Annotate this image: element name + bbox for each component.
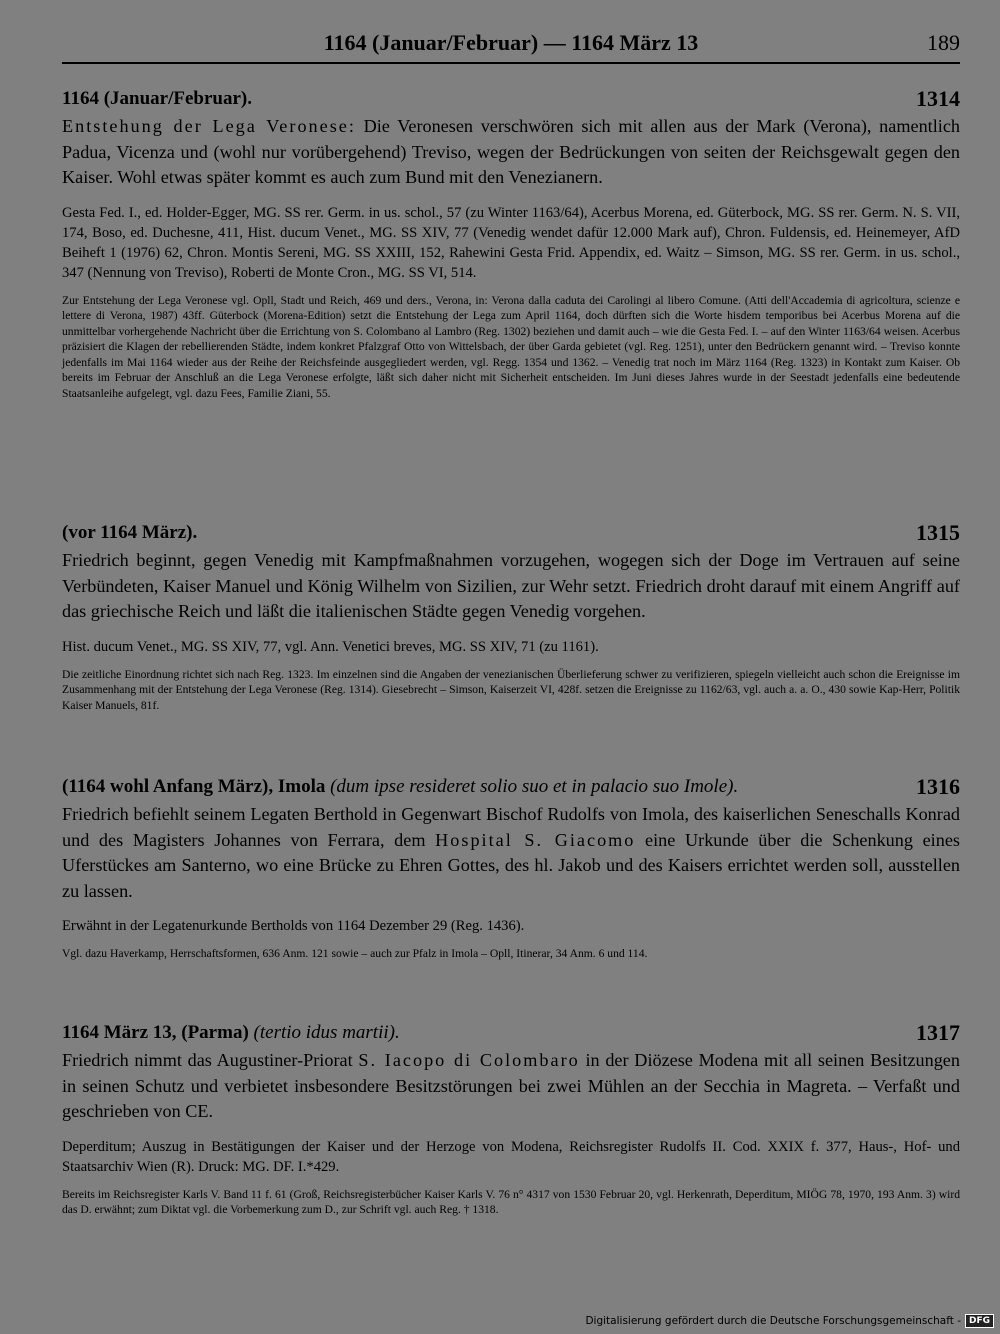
entry-sources: Gesta Fed. I., ed. Holder-Egger, MG. SS rer. Germ. in us. schol., 57 (zu Winter 1163/64), Acerbus Morena, ed. Güterbock, MG. SS rer. Germ. N. S. VII, 174, Boso, ed. Duchesne, 411, Hist. ducum Venet., MG. SS XIV, 77 (Venedig wendet dafür 12.000 Mark auf), Chron. Fuldensis, ed. Heinemeyer, AfD Beiheft 1 (1976) 62, Chron. Montis Sereni, MG. SS XXIII, 152, Rahewini Gesta Frid. Appendix, ed. Waitz – Simson, MG. SS rer. Germ. in us. schol., 347 (Nennung von Treviso), Roberti de Monte Cron., MG. SS VI, 514.	[62, 204, 960, 281]
entry-date: 1164 März 13, (Parma) (tertio idus martii).	[62, 1022, 400, 1043]
funding-footer	[585, 1314, 994, 1328]
entry-body	[62, 114, 960, 191]
regest-entry-1314	[62, 86, 960, 402]
entry-sources: Hist. ducum Venet., MG. SS XIV, 77, vgl. Ann. Venetici breves, MG. SS XIV, 71 (zu 1161).	[62, 638, 599, 655]
entry-heading	[62, 86, 960, 114]
page-number: 189	[927, 30, 960, 55]
entry-date: (1164 wohl Anfang März), Imola (dum ipse resideret solio suo et in palacio suo Imole).	[62, 776, 739, 797]
entry-number: 1316	[916, 774, 960, 799]
entry-note: Die zeitliche Einordnung richtet sich nach Reg. 1323. Im einzelnen sind die Angaben der venezianischen Überlieferung schwer zu verifizieren, spiegeln vielleicht auch schon die Ereignisse im Zusammenhang mit der Entstehung der Lega Veronese (Reg. 1314). Giesebrecht – Simson, Kaiserzeit VI, 428f. setzen die Ereignisse zu 1162/63, vgl. auch a. a. O., 430 sowie Kap-Herr, Politik Kaiser Manuels, 81f.	[62, 667, 960, 712]
entry-number: 1314	[916, 86, 960, 111]
entry-date-latin: (dum ipse resideret solio suo et in palacio suo Imole).	[330, 776, 739, 797]
entry-body: Friedrich befiehlt seinem Legaten Berthold in Gegenwart Bischof Rudolfs von Imola, des kaiserlichen Seneschalls Konrad und des Magisters Johannes von Ferrara, dem Hospital S. Giacomo eine Urkunde über die Schenkung eines Uferstückes am Santerno, wo eine Brücke zu Ehren Gottes, des hl. Jakob und des Kaisers errichtet werden soll, ausstellen zu lassen.	[62, 804, 960, 901]
entry-text: Die Veronesen verschwören sich mit allen aus der Mark (Verona), namentlich Padua, Vicenza und (wohl nur vorübergehend) Treviso, wegen der Bedrückungen von seiten der Reichsgewalt gegen den Kaiser. Wohl etwas später kommt es auch zum Bund mit den Venezianern.	[62, 116, 960, 187]
entry-sources: Erwähnt in der Legatenurkunde Bertholds von 1164 Dezember 29 (Reg. 1436).	[62, 918, 525, 934]
running-header	[62, 28, 960, 64]
entry-body: Friedrich nimmt das Augustiner-Priorat S. Iacopo di Colombaro in der Diözese Modena mit all seinen Besitzungen in seinen Schutz und verbietet insbesondere Besitzstörungen bei zwei Mühlen an der Secchia in Magreta. – Verfaßt und geschrieben von CE.	[62, 1050, 960, 1121]
entry-note: Bereits im Reichsregister Karls V. Band 11 f. 61 (Groß, Reichsregisterbücher Kaiser Karls V. 76 n° 4317 von 1530 Februar 20, vgl. Herkenrath, Deperditum, MIÖG 78, 1970, 193 Anm. 3) wird das D. erwähnt; zum Diktat vgl. die Vorbemerkung zum D., zur Schrift vgl. auch Reg. † 1318.	[62, 1187, 960, 1217]
entry-heading	[62, 1020, 960, 1048]
entry-date: 1164 (Januar/Februar).	[62, 88, 252, 109]
entry-note: Zur Entstehung der Lega Veronese vgl. Opll, Stadt und Reich, 469 und ders., Verona, in: Verona dalla caduta dei Carolingi al libero Comune. (Atti dell'Accademia di agricoltura, scienze e lettere di Verona, 1987) 43ff. Güterbock (Morena-Edition) setzt die Entstehung der Lega zum April 1164, doch dürften sich die Worte hisdem temporibus bei Acerbus Morena auf die unmittelbar vorhergehende Nachricht über die Errichtung von S. Colombano al Lambro (Reg. 1302) beziehen und damit auch – wie die Gesta Fed. I. – auf den Winter 1163/64 weisen. Acerbus präzisiert die Klagen der rebellierenden Städte, indem konkret Pfalzgraf Otto von Wittelsbach, der über Garda gebietet (vgl. Reg. 1251), unter den Bedrückern genannt wird. – Treviso konnte jedenfalls im Mai 1164 wieder aus der Reihe der Reichsfeinde ausgegliedert werden, vgl. Regg. 1354 und 1362. – Venedig trat noch im März 1164 (Reg. 1323) in Kontakt zum Kaiser. Ob bereits im Februar der Anschluß an die Lega Veronese erfolgte, läßt sich daher nicht mit Sicherheit entscheiden. Im Juni dieses Jahres wurde in der Seestadt jedenfalls eine bedeutende Staatsanleihe aufgelegt, vgl. dazu Fees, Familie Ziani, 55.	[62, 293, 960, 401]
regest-entry-1316	[62, 774, 960, 962]
entry-date: (vor 1164 März).	[62, 522, 198, 543]
entry-note: Vgl. dazu Haverkamp, Herrschaftsformen, 636 Anm. 121 sowie – auch zur Pfalz in Imola – Opll, Itinerar, 34 Anm. 6 und 114.	[62, 947, 648, 960]
entry-subject: Entstehung der Lega Veronese:	[62, 116, 356, 136]
entry-number: 1315	[916, 520, 960, 545]
entry-date-latin: (tertio idus martii).	[253, 1022, 400, 1043]
dfg-logo: DFG	[965, 1314, 994, 1328]
regest-entry-1315	[62, 520, 960, 713]
entry-sources: Deperditum; Auszug in Bestätigungen der Kaiser und der Herzoge von Modena, Reichsregister Rudolfs II. Cod. XXIX f. 377, Haus-, Hof- und Staatsarchiv Wien (R). Druck: MG. DF. I.*429.	[62, 1138, 960, 1175]
entry-heading	[62, 774, 960, 802]
entry-body: Friedrich beginnt, gegen Venedig mit Kampfmaßnahmen vorzugehen, wogegen sich der Doge im Vertrauen auf seine Verbündeten, Kaiser Manuel und König Wilhelm von Sizilien, zur Wehr setzt. Friedrich droht darauf mit einem Angriff auf das griechische Reich und läßt die italienischen Städte gegen Venedig vorgehen.	[62, 550, 960, 621]
entry-heading	[62, 520, 960, 548]
regest-entry-1317	[62, 1020, 960, 1218]
entry-recipient: Hospital S. Giacomo	[435, 829, 636, 850]
entry-recipient: S. Iacopo di Colombaro	[358, 1050, 580, 1070]
entry-number: 1317	[916, 1020, 960, 1045]
running-title: 1164 (Januar/Februar) — 1164 März 13	[323, 30, 699, 55]
footer-text: Digitalisierung gefördert durch die Deutsche Forschungsgemeinschaft -	[585, 1315, 961, 1327]
